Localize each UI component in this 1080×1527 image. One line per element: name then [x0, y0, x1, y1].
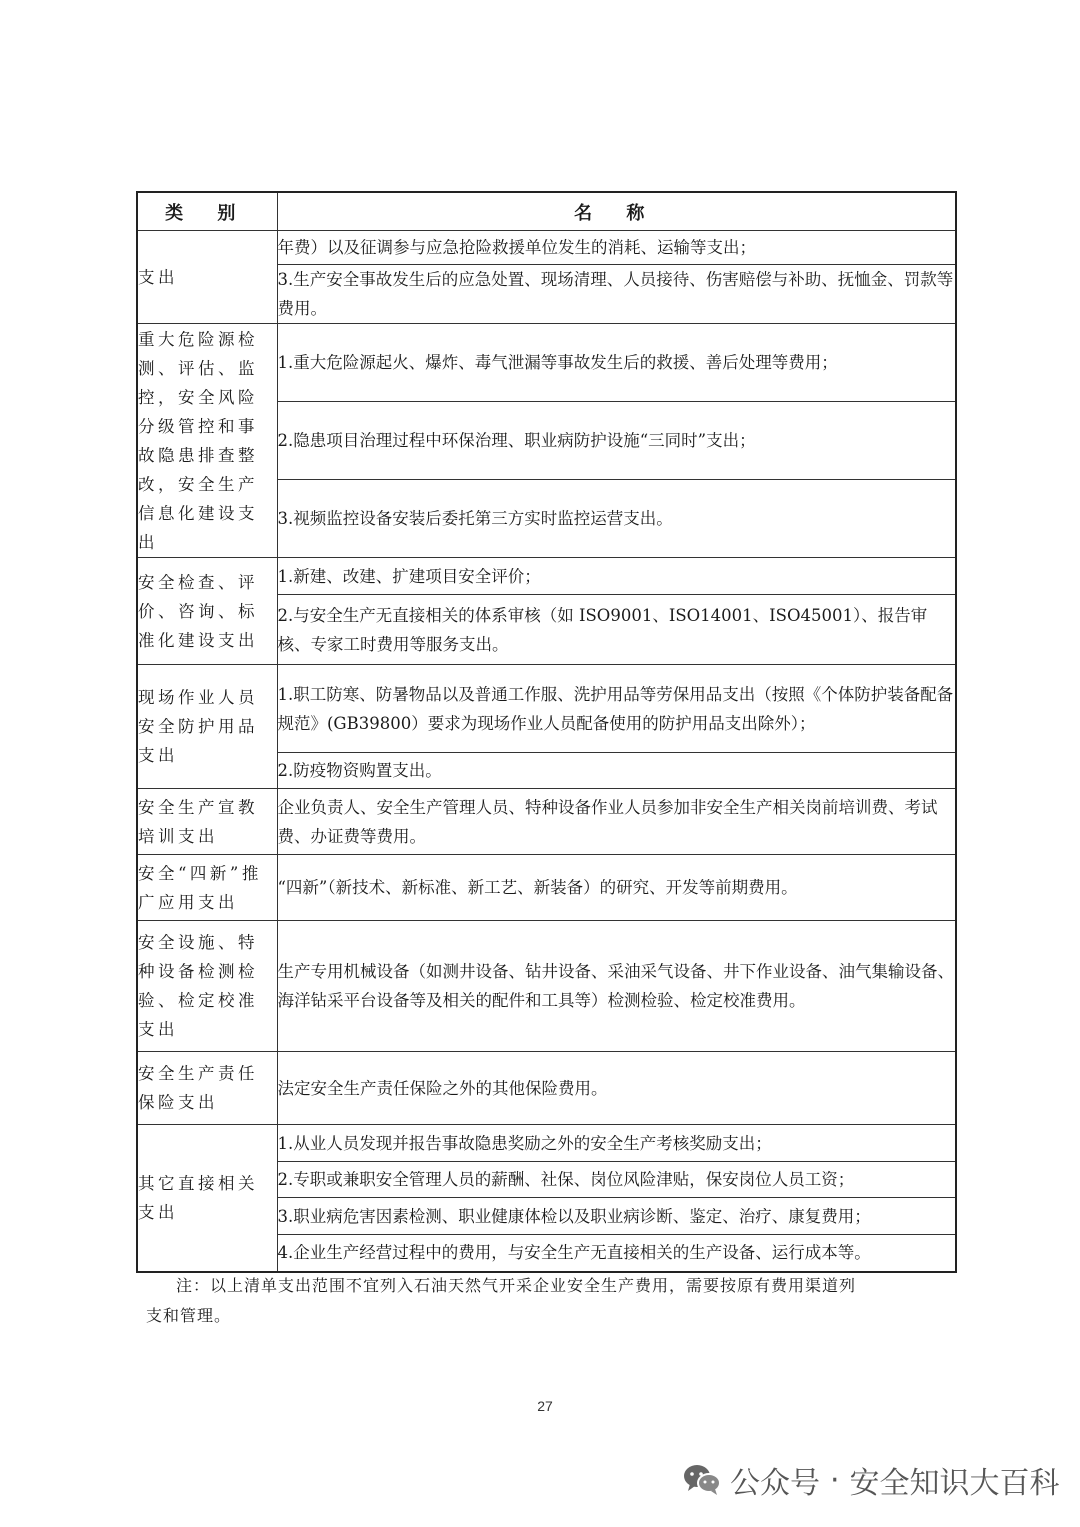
wechat-icon [682, 1462, 722, 1498]
category-cell: 支出 [137, 231, 277, 324]
item-cell: 生产专用机械设备（如测井设备、钻井设备、采油采气设备、井下作业设备、油气集输设备、海洋钻采平台设备等及相关的配件和工具等）检测检验、检定校准费用。 [277, 921, 956, 1052]
header-category: 类 别 [137, 192, 277, 231]
expense-category-table [136, 191, 957, 1273]
table-row [137, 855, 956, 921]
item-cell: 2.与安全生产无直接相关的体系审核（如 ISO9001、ISO14001、ISO45001）、报告审核、专家工时费用等服务支出。 [277, 595, 956, 665]
table-footnote [146, 1271, 946, 1331]
item-cell: 法定安全生产责任保险之外的其他保险费用。 [277, 1052, 956, 1125]
watermark-account-name: 安全知识大百科 [849, 1466, 1060, 1501]
table-row [137, 1052, 956, 1125]
category-cell: 重大危险源检测、评估、监控，安全风险分级管控和事故隐患排查整改，安全生产信息化建设支出 [137, 324, 277, 558]
page-number: 27 [537, 1398, 553, 1414]
category-cell: 安全生产责任保险支出 [137, 1052, 277, 1125]
item-cell: 企业负责人、安全生产管理人员、特种设备作业人员参加非安全生产相关岗前培训费、考试费、办证费等费用。 [277, 789, 956, 855]
table-header-row [137, 192, 956, 231]
table-row [137, 789, 956, 855]
table-row [137, 1125, 956, 1162]
category-cell: 安全检查、评价、咨询、标准化建设支出 [137, 558, 277, 665]
item-cell: 3.生产安全事故发生后的应急处置、现场清理、人员接待、伤害赔偿与补助、抚恤金、罚款等费用。 [277, 265, 956, 324]
table-row [137, 558, 956, 595]
table-row [137, 231, 956, 265]
table-row [137, 921, 956, 1052]
item-cell: 1.重大危险源起火、爆炸、毒气泄漏等事故发生后的救援、善后处理等费用； [277, 324, 956, 402]
item-cell: 1.职工防寒、防暑物品以及普通工作服、洗护用品等劳保用品支出（按照《个体防护装备配备规范》(GB39800）要求为现场作业人员配备使用的防护用品支出除外）； [277, 665, 956, 753]
item-cell: 年费）以及征调参与应急抢险救援单位发生的消耗、运输等支出； [277, 231, 956, 265]
category-cell: 现场作业人员安全防护用品支出 [137, 665, 277, 789]
category-cell: 安全生产宣教培训支出 [137, 789, 277, 855]
header-name: 名 称 [277, 192, 956, 231]
item-cell: 2.隐患项目治理过程中环保治理、职业病防护设施“三同时”支出； [277, 402, 956, 480]
category-cell: 其它直接相关支出 [137, 1125, 277, 1272]
item-cell: “四新”（新技术、新标准、新工艺、新装备）的研究、开发等前期费用。 [277, 855, 956, 921]
item-cell: 3.职业病危害因素检测、职业健康体检以及职业病诊断、鉴定、治疗、康复费用； [277, 1198, 956, 1235]
item-cell: 1.新建、改建、扩建项目安全评价； [277, 558, 956, 595]
item-cell: 1.从业人员发现并报告事故隐患奖励之外的安全生产考核奖励支出； [277, 1125, 956, 1162]
watermark-label: 公众号 [730, 1466, 820, 1501]
watermark [682, 1458, 1060, 1502]
item-cell: 2.防疫物资购置支出。 [277, 753, 956, 789]
item-cell: 2.专职或兼职安全管理人员的薪酬、社保、岗位风险津贴，保安岗位人员工资； [277, 1162, 956, 1198]
footnote-line-2: 支和管理。 [146, 1306, 232, 1325]
category-cell: 安全设施、特种设备检测检验、检定校准支出 [137, 921, 277, 1052]
watermark-separator: · [830, 1462, 840, 1498]
category-cell: 安全“四新”推广应用支出 [137, 855, 277, 921]
item-cell: 4.企业生产经营过程中的费用，与安全生产无直接相关的生产设备、运行成本等。 [277, 1235, 956, 1272]
table-row [137, 324, 956, 402]
table-row [137, 665, 956, 753]
item-cell: 3.视频监控设备安装后委托第三方实时监控运营支出。 [277, 480, 956, 558]
footnote-line-1: 注：以上清单支出范围不宜列入石油天然气开采企业安全生产费用，需要按原有费用渠道列 [176, 1276, 857, 1295]
